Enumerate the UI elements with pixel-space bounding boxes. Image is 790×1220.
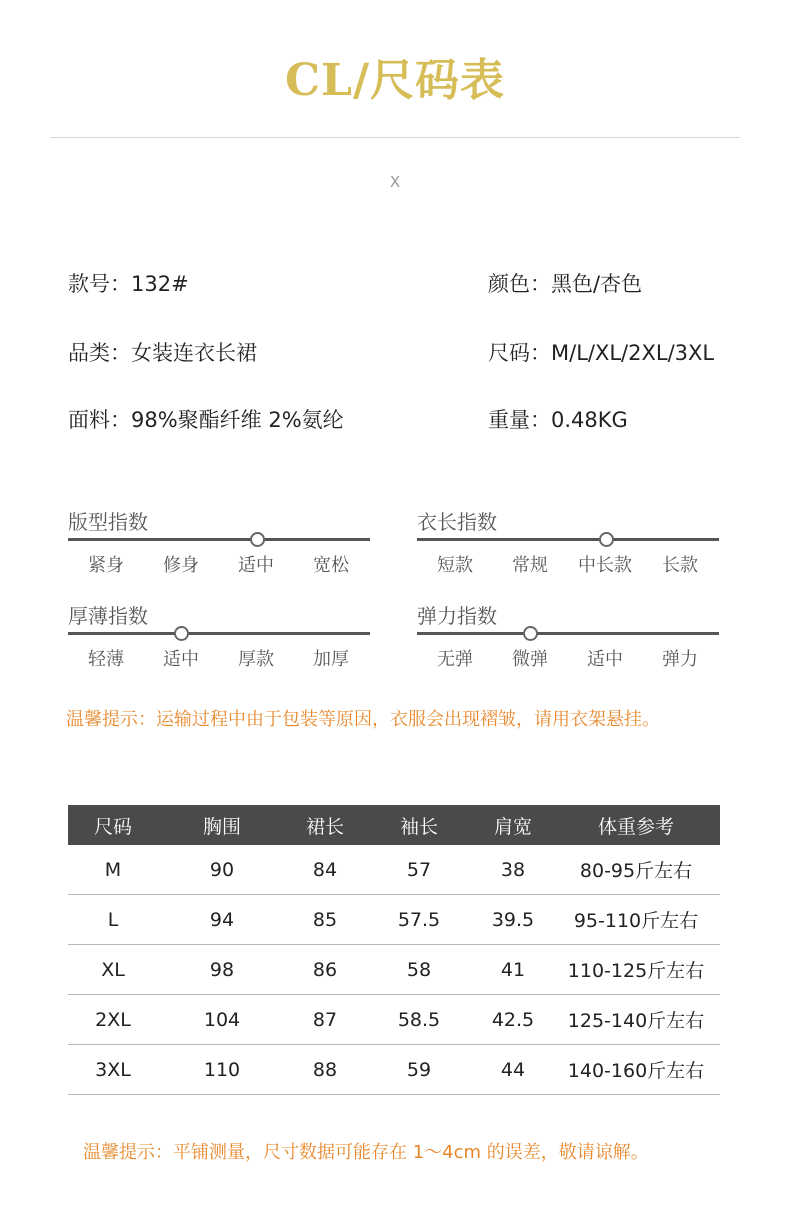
thickness-index-option: 适中 bbox=[163, 649, 199, 670]
table-cell: 3XL bbox=[68, 1045, 158, 1095]
table-cell: 58 bbox=[364, 945, 474, 995]
table-cell: 86 bbox=[286, 945, 364, 995]
table-cell: 110 bbox=[158, 1045, 286, 1095]
table-cell: 95-110斤左右 bbox=[552, 895, 720, 945]
table-cell: 98 bbox=[158, 945, 286, 995]
fit-index-title: 版型指数 bbox=[68, 510, 148, 534]
thickness-index-option: 加厚 bbox=[313, 649, 349, 670]
table-cell: M bbox=[68, 845, 158, 895]
table-cell: 39.5 bbox=[474, 895, 552, 945]
fit-index-option: 修身 bbox=[163, 555, 199, 576]
elasticity-index-track bbox=[417, 632, 719, 635]
length-index-option: 中长款 bbox=[578, 555, 632, 576]
table-cell: 59 bbox=[364, 1045, 474, 1095]
table-cell: 140-160斤左右 bbox=[552, 1045, 720, 1095]
thickness-index-option: 厚款 bbox=[238, 649, 274, 670]
table-row bbox=[68, 995, 720, 1045]
thickness-index-marker bbox=[174, 626, 189, 641]
header-dress-length: 裙长 bbox=[286, 805, 364, 845]
thickness-index-option: 轻薄 bbox=[88, 649, 124, 670]
elasticity-index-option: 弹力 bbox=[662, 649, 698, 670]
table-cell: 90 bbox=[158, 845, 286, 895]
table-row bbox=[68, 1045, 720, 1095]
thickness-index-track bbox=[68, 632, 370, 635]
size-table bbox=[68, 805, 720, 1095]
table-row bbox=[68, 895, 720, 945]
header-weight-reference: 体重参考 bbox=[552, 805, 720, 845]
table-cell: 80-95斤左右 bbox=[552, 845, 720, 895]
elasticity-index-option: 微弹 bbox=[512, 649, 548, 670]
spec-style-no: 款号：132# bbox=[68, 272, 189, 296]
length-index-option: 短款 bbox=[437, 555, 473, 576]
table-cell: 44 bbox=[474, 1045, 552, 1095]
fit-index-option: 宽松 bbox=[313, 555, 349, 576]
table-cell: 57.5 bbox=[364, 895, 474, 945]
header-shoulder-width: 肩宽 bbox=[474, 805, 552, 845]
table-row bbox=[68, 945, 720, 995]
table-cell: 110-125斤左右 bbox=[552, 945, 720, 995]
shipping-tip: 温馨提示：运输过程中由于包装等原因，衣服会出现褶皱，请用衣架悬挂。 bbox=[66, 709, 660, 730]
elasticity-index-marker bbox=[523, 626, 538, 641]
table-cell: 104 bbox=[158, 995, 286, 1045]
table-cell: 125-140斤左右 bbox=[552, 995, 720, 1045]
table-cell: 85 bbox=[286, 895, 364, 945]
length-index-title: 衣长指数 bbox=[417, 510, 497, 534]
table-row bbox=[68, 845, 720, 895]
title-divider bbox=[50, 137, 740, 138]
length-index-option: 常规 bbox=[512, 555, 548, 576]
table-cell: 41 bbox=[474, 945, 552, 995]
close-icon[interactable]: X bbox=[389, 173, 401, 191]
length-index-option: 长款 bbox=[662, 555, 698, 576]
fit-index-option: 适中 bbox=[238, 555, 274, 576]
table-header-row bbox=[68, 805, 720, 845]
table-cell: 38 bbox=[474, 845, 552, 895]
length-index-track bbox=[417, 538, 719, 541]
table-cell: L bbox=[68, 895, 158, 945]
table-cell: 58.5 bbox=[364, 995, 474, 1045]
table-cell: 94 bbox=[158, 895, 286, 945]
table-cell: 87 bbox=[286, 995, 364, 1045]
table-cell: 57 bbox=[364, 845, 474, 895]
elasticity-index-title: 弹力指数 bbox=[417, 604, 497, 628]
table-cell: XL bbox=[68, 945, 158, 995]
measurement-tip: 温馨提示：平铺测量，尺寸数据可能存在 1～4cm 的误差，敬请谅解。 bbox=[83, 1142, 649, 1163]
page-title: CL/尺码表 bbox=[284, 55, 506, 106]
spec-sizes: 尺码：M/L/XL/2XL/3XL bbox=[488, 341, 715, 365]
header-sleeve-length: 袖长 bbox=[364, 805, 474, 845]
elasticity-index-option: 适中 bbox=[587, 649, 623, 670]
fit-index-track bbox=[68, 538, 370, 541]
table-cell: 2XL bbox=[68, 995, 158, 1045]
header-bust: 胸围 bbox=[158, 805, 286, 845]
spec-weight: 重量：0.48KG bbox=[488, 408, 628, 432]
table-cell: 84 bbox=[286, 845, 364, 895]
table-cell: 88 bbox=[286, 1045, 364, 1095]
length-index-marker bbox=[599, 532, 614, 547]
fit-index-option: 紧身 bbox=[88, 555, 124, 576]
table-cell: 42.5 bbox=[474, 995, 552, 1045]
spec-color: 颜色：黑色/杏色 bbox=[488, 272, 643, 296]
spec-fabric: 面料：98%聚酯纤维 2%氨纶 bbox=[68, 408, 344, 432]
fit-index-marker bbox=[250, 532, 265, 547]
thickness-index-title: 厚薄指数 bbox=[68, 604, 148, 628]
header-size: 尺码 bbox=[68, 805, 158, 845]
spec-category: 品类：女装连衣长裙 bbox=[68, 341, 257, 365]
elasticity-index-option: 无弹 bbox=[437, 649, 473, 670]
